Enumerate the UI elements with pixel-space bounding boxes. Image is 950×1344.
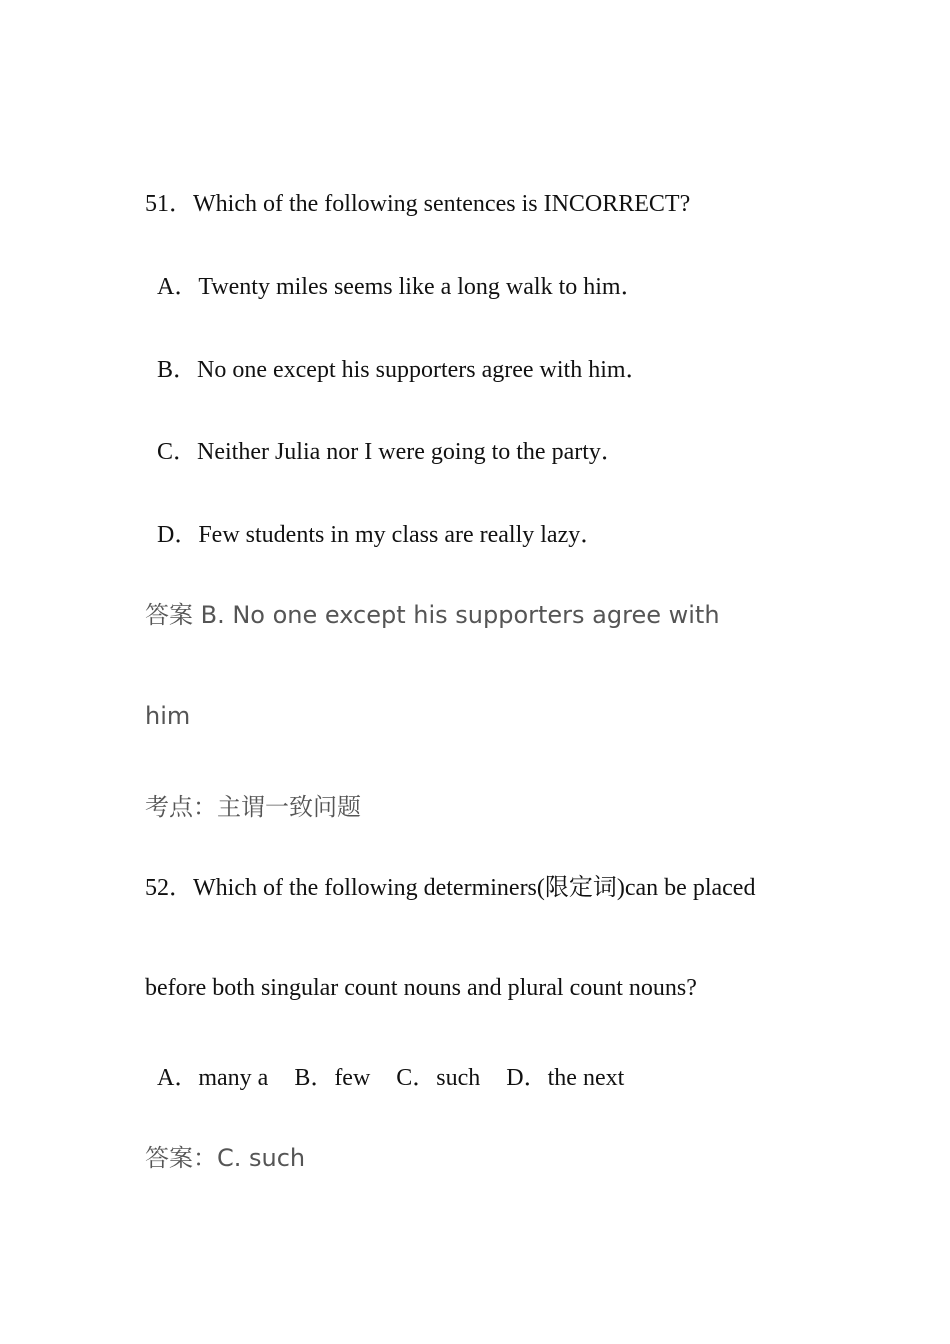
question-51-option-a: A．Twenty miles seems like a long walk to him． xyxy=(157,274,645,300)
question-52-option-c: C．such xyxy=(396,1065,481,1091)
question-52-options xyxy=(157,1057,650,1092)
question-51-option-b: B．No one except his supporters agree with him． xyxy=(157,357,650,383)
question-52-answer: 答案：C. such xyxy=(145,1144,306,1172)
question-52-text: 52．Which of the following determiners(限定词)can be placed xyxy=(145,875,756,901)
question-52-option-d: D．the next xyxy=(506,1065,625,1091)
question-52-option-a: A．many a xyxy=(157,1065,269,1091)
question-51-answer-continued: him xyxy=(145,702,191,730)
question-51-text: 51．Which of the following sentences is INCORRECT? xyxy=(145,191,691,217)
question-52-option-b: B．few xyxy=(294,1065,371,1091)
question-51-test-point: 考点：主谓一致问题 xyxy=(145,793,361,821)
question-51-answer: 答案 B. No one except his supporters agree with xyxy=(145,601,720,629)
question-51-option-c: C．Neither Julia nor I were going to the party． xyxy=(157,439,625,465)
question-51-option-d: D．Few students in my class are really lazy． xyxy=(157,522,605,548)
question-52-text-continued: before both singular count nouns and plural count nouns? xyxy=(145,975,697,1001)
